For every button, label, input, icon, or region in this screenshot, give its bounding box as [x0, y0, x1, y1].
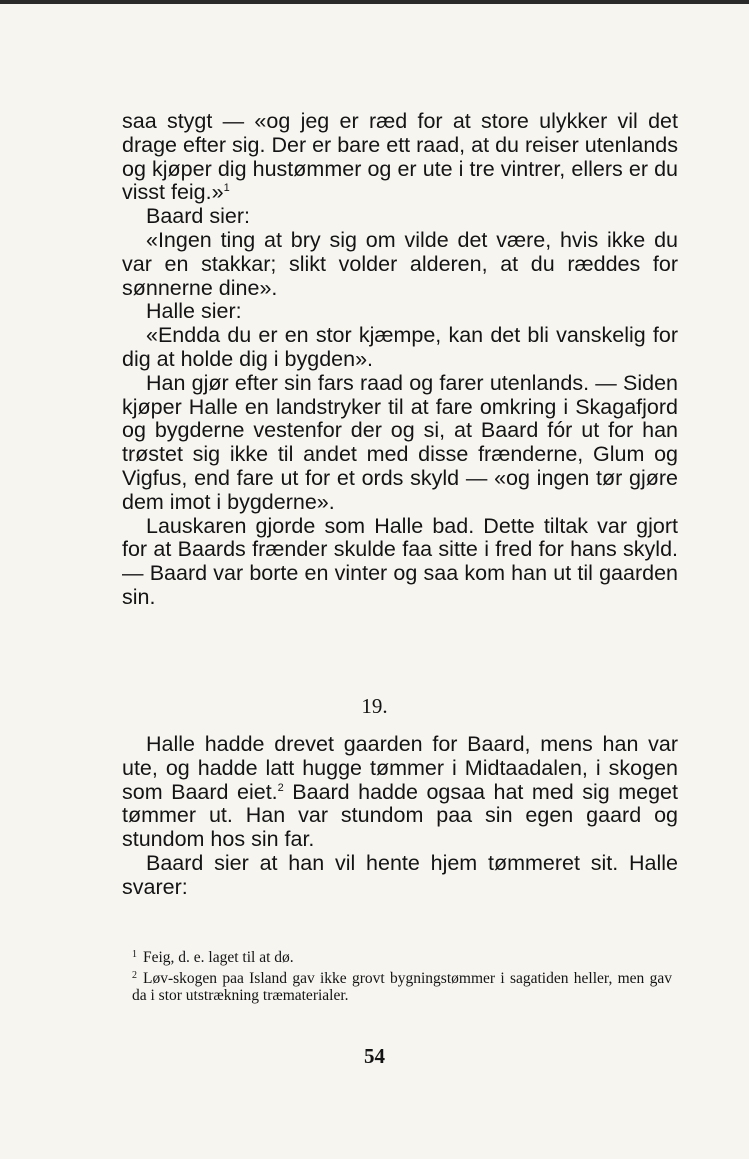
paragraph: «Ingen ting at bry sig om vilde det være, hvis ikke du var en stakkar; slikt volder alderen, at du ræddes for sønnerne dine».	[122, 227, 678, 300]
paragraph: Halle hadde drevet gaarden for Baard, mens han var ute, og hadde latt hugge tømmer i Midtaadalen, i skogen som Baard eiet.$^2$ Baard hadde ogsaa hat med sig meget tømmer ut. Han var stundom paa sin egen gaard og stundom hos sin far.	[122, 732, 678, 852]
body-text-lower	[122, 733, 678, 900]
paragraph: Baard sier:	[146, 204, 250, 229]
paragraph: saa stygt — «og jeg er ræd for at store ulykker vil det drage efter sig. Der er bare ett raad, at du reiser utenlands og kjøper dig hustømmer og er ute i tre vintrer, ellers er du visst feig.»$^1$	[122, 109, 678, 205]
footnote: $^1$ Feig, d. e. laget til at dø.	[132, 949, 294, 966]
paragraph: Lauskaren gjorde som Halle bad. Dette tiltak var gjort for at Baards frænder skulde faa sitte i fred for hans skyld. — Baard var borte en vinter og saa kom han ut til gaarden sin.	[122, 513, 678, 609]
footnote-mark: 1	[132, 949, 137, 960]
body-text-upper	[122, 110, 678, 610]
paragraph: Han gjør efter sin fars raad og farer utenlands. — Siden kjøper Halle en landstryker til at fare omkring i Skagafjord og bygderne vestenfor der og si, at Baard fór ut for han trøstet sig ikke til andet med disse frænderne, Glum og Vigfus, end fare ut for et ords skyld — «og ingen tør gjøre dem imot i bygderne».	[122, 370, 678, 514]
paragraph: Baard sier at han vil hente hjem tømmeret sit. Halle svarer:	[122, 850, 678, 899]
footnote-ref: 1	[223, 182, 230, 195]
scan-edge	[0, 0, 749, 4]
footnote: $^2$ Løv-skogen paa Island gav ikke grovt bygningstømmer i sagatiden heller, men gav da i stor utstrækning træmaterialer.	[132, 969, 672, 1004]
paragraph: Halle sier:	[146, 299, 242, 324]
paragraph: «Endda du er en stor kjæmpe, kan det bli vanskelig for dig at holde dig i bygden».	[122, 323, 678, 371]
footnotes	[132, 946, 672, 1005]
page-number: 54	[364, 1044, 385, 1068]
footnote-mark: 2	[132, 969, 137, 981]
footnote-ref: 2	[277, 781, 284, 794]
section-number: 19.	[361, 694, 388, 718]
